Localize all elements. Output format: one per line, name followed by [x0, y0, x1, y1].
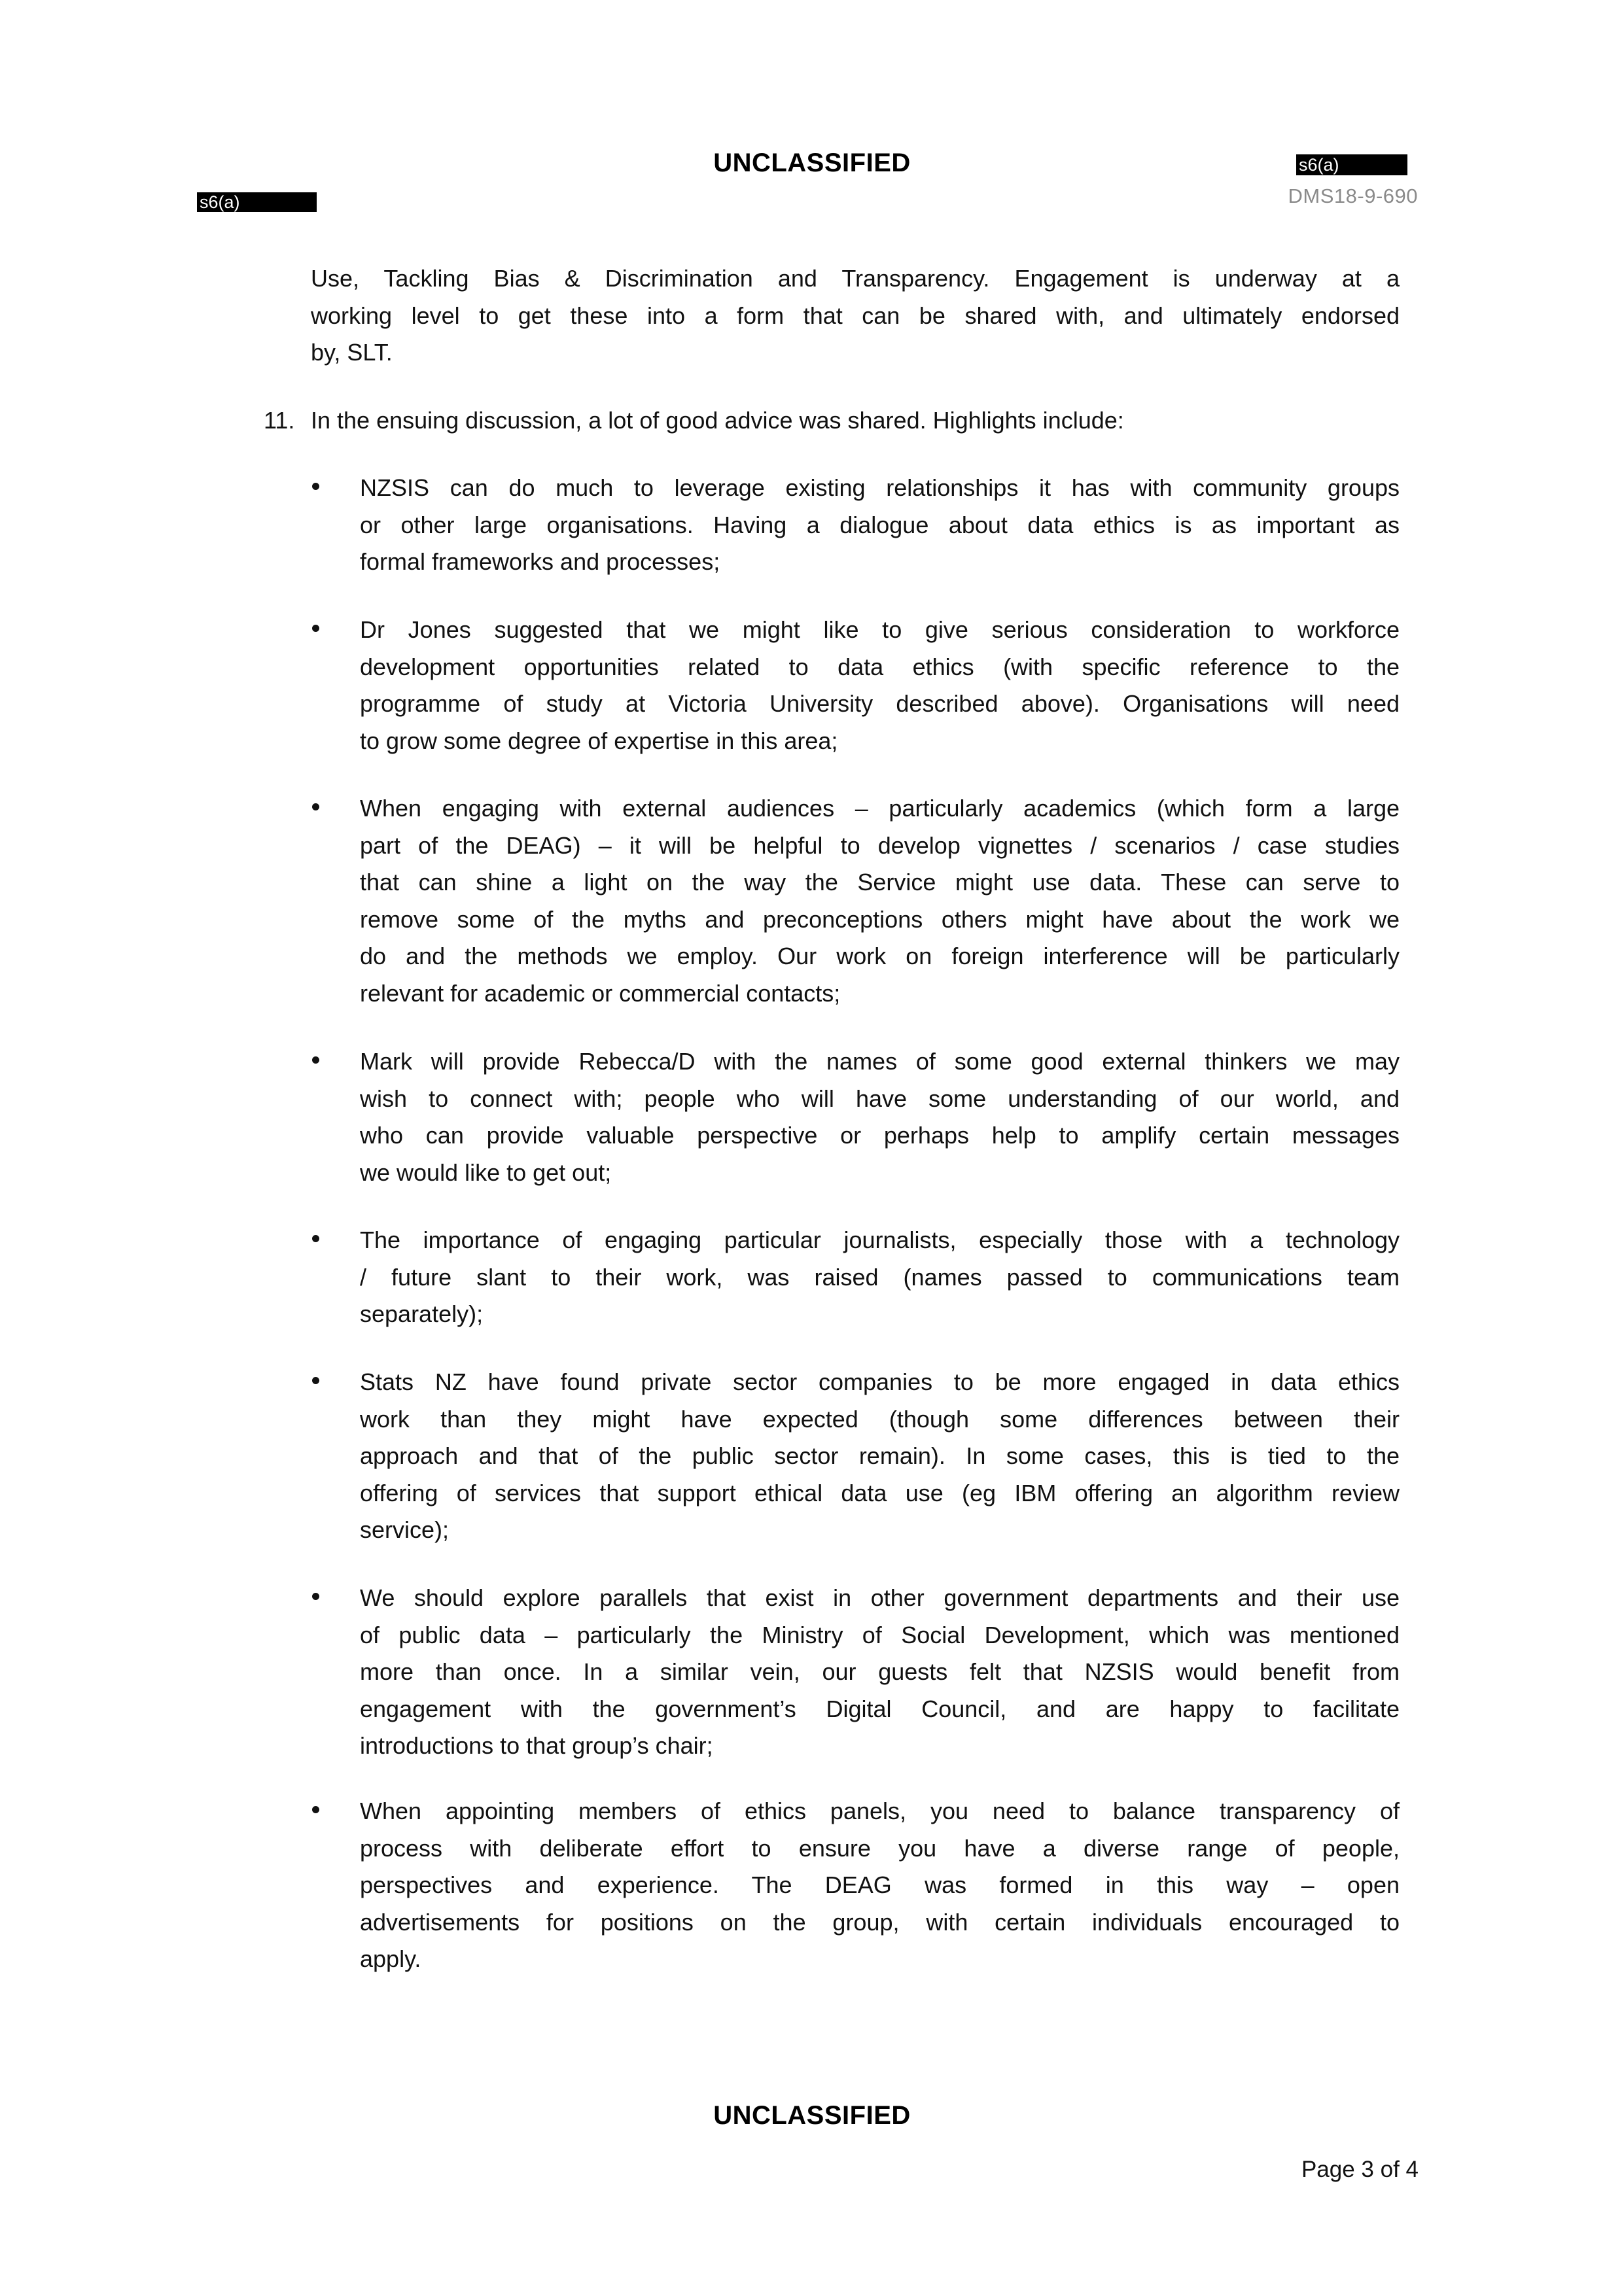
bullet-item [360, 612, 1400, 759]
paragraph-number: 11. [264, 407, 295, 434]
bullet-line: work than they might have expected (though some differences between their [360, 1405, 1400, 1433]
bullet-line: Dr Jones suggested that we might like to give serious consideration to workforce [360, 616, 1400, 643]
bullet-item [360, 1580, 1400, 1765]
bullet-line: to grow some degree of expertise in this area; [360, 727, 838, 754]
bullet-line: apply. [360, 1945, 421, 1972]
bullet-icon [312, 1377, 319, 1384]
bullet-icon [312, 483, 319, 490]
page-number: Page 3 of 4 [1301, 2157, 1419, 2182]
bullet-line: separately); [360, 1300, 484, 1327]
bullet-item [360, 1793, 1400, 1978]
bullet-line: wish to connect with; people who will have some understanding of our world, and [360, 1085, 1400, 1112]
bullet-item [360, 790, 1400, 1012]
bullet-line: remove some of the myths and preconceptions others might have about the work we [360, 905, 1400, 933]
bullet-line: When appointing members of ethics panels, you need to balance transparency of [360, 1798, 1400, 1824]
bullet-line: introductions to that group’s chair; [360, 1732, 713, 1759]
paragraph-line: by, SLT. [311, 339, 393, 366]
bullet-line: perspectives and experience. The DEAG was formed in this way – open [360, 1871, 1400, 1898]
bullet-icon [312, 1593, 319, 1600]
bullet-line: more than once. In a similar vein, our guests felt that NZSIS would benefit from [360, 1658, 1400, 1685]
bullet-line: Mark will provide Rebecca/D with the names of some good external thinkers we may [360, 1048, 1400, 1075]
bullet-line: do and the methods we employ. Our work on foreign interference will be particularly [360, 943, 1400, 969]
document-reference: DMS18-9-690 [1288, 184, 1418, 207]
redaction-box-header-left: s6(a) [197, 192, 317, 212]
bullet-icon [312, 1806, 319, 1813]
bullet-line: formal frameworks and processes; [360, 548, 720, 575]
bullet-line: We should explore parallels that exist in other government departments and their use [360, 1584, 1400, 1611]
bullet-line: of public data – particularly the Ministry of Social Development, which was mentioned [360, 1621, 1400, 1648]
bullet-line: / future slant to their work, was raised (names passed to communications team [360, 1263, 1400, 1291]
bullet-item [360, 1364, 1400, 1549]
bullet-line: NZSIS can do much to leverage existing relationships it has with community groups [360, 474, 1400, 501]
bullet-item [360, 1043, 1400, 1191]
bullet-line: process with deliberate effort to ensure you have a diverse range of people, [360, 1834, 1400, 1862]
bullet-icon [312, 625, 319, 632]
bullet-icon [312, 1056, 319, 1064]
bullet-line: engagement with the government’s Digital Council, and are happy to facilitate [360, 1695, 1400, 1722]
bullet-line: Stats NZ have found private sector companies to be more engaged in data ethics [360, 1368, 1400, 1395]
bullet-line: we would like to get out; [360, 1158, 612, 1186]
bullet-line: advertisements for positions on the group, with certain individuals encouraged to [360, 1908, 1400, 1936]
bullet-icon [312, 1235, 319, 1242]
redaction-box-header-right: s6(a) [1296, 154, 1407, 175]
bullet-line: relevant for academic or commercial contacts; [360, 979, 841, 1007]
bullet-line: programme of study at Victoria University described above). Organisations will need [360, 690, 1400, 717]
bullet-line: that can shine a light on the way the Service might use data. These can serve to [360, 869, 1400, 896]
paragraph-line: Use, Tackling Bias & Discrimination and Transparency. Engagement is underway at a [311, 265, 1400, 292]
bullet-line: or other large organisations. Having a dialogue about data ethics is as important as [360, 511, 1400, 538]
bullet-line: approach and that of the public sector remain). In some cases, this is tied to the [360, 1442, 1400, 1469]
bullet-line: offering of services that support ethical data use (eg IBM offering an algorithm review [360, 1479, 1400, 1506]
paragraph-line: In the ensuing discussion, a lot of good advice was shared. Highlights include: [311, 407, 1124, 434]
paragraph-line: working level to get these into a form that can be shared with, and ultimately endorsed [311, 302, 1400, 329]
paragraph-10-continuation [311, 260, 1400, 372]
bullet-line: When engaging with external audiences – particularly academics (which form a large [360, 795, 1400, 822]
bullet-line: The importance of engaging particular journalists, especially those with a technology [360, 1226, 1400, 1253]
bullet-line: part of the DEAG) – it will be helpful to develop vignettes / scenarios / case studies [360, 831, 1400, 859]
paragraph-11 [311, 402, 1400, 440]
bullet-line: service); [360, 1516, 450, 1543]
bullet-item [360, 470, 1400, 581]
header-classification: UNCLASSIFIED [713, 148, 911, 177]
footer-classification: UNCLASSIFIED [713, 2101, 911, 2130]
bullet-line: who can provide valuable perspective or perhaps help to amplify certain messages [360, 1122, 1400, 1149]
bullet-icon [312, 803, 319, 810]
bullet-line: development opportunities related to data ethics (with specific reference to the [360, 653, 1400, 680]
bullet-item [360, 1222, 1400, 1333]
